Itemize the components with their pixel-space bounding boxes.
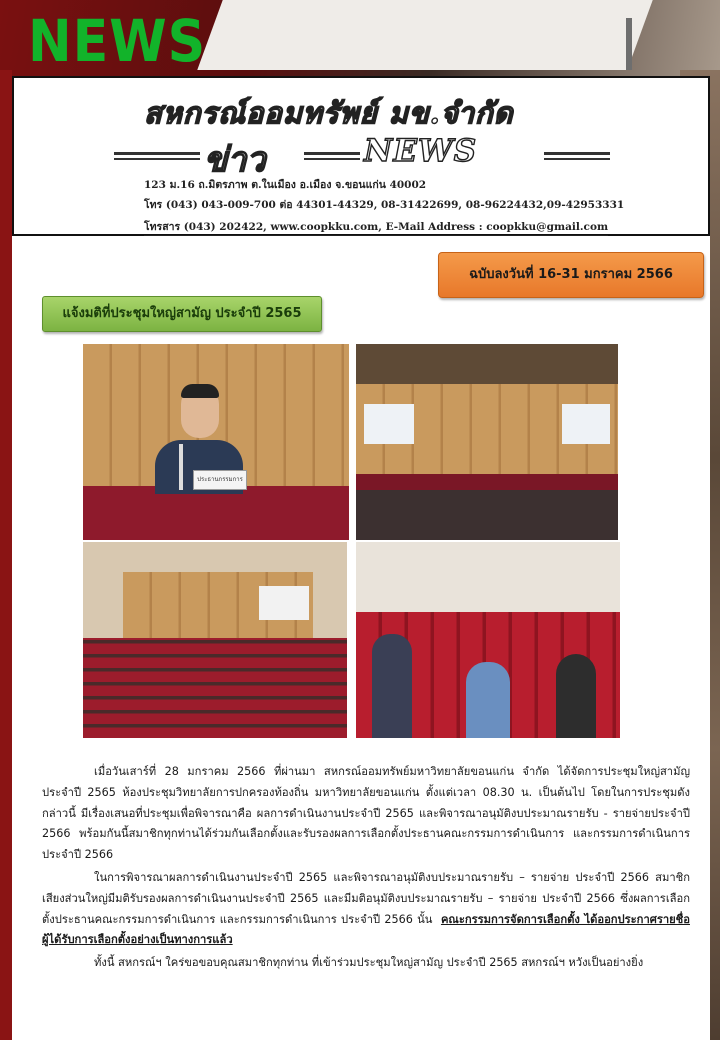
photo-voter-1 (372, 634, 412, 738)
masthead-rule-right-2 (544, 158, 610, 160)
header-white-band (197, 0, 652, 70)
coop-fax-web-email: โทรสาร (043) 202422, www.coopkku.com, E-Mail Address : coopkku@gmail.com (144, 218, 608, 236)
masthead-khao: ข่าว (204, 140, 266, 180)
photo-meeting-hall (356, 344, 618, 540)
photo-microphone (179, 444, 183, 490)
coop-name: สหกรณ์ออมทรัพย์ มข.จำกัด (144, 96, 514, 130)
masthead (12, 76, 710, 236)
issue-date-badge: ฉบับลงวันที่ 16-31 มกราคม 2566 (438, 252, 704, 298)
decorative-bar (626, 18, 632, 70)
photo-speaker-hair (181, 384, 219, 398)
paragraph-2 (42, 868, 690, 951)
photo-speaker-table (83, 486, 349, 540)
paragraph-1: เมื่อวันเสาร์ที่ 28 มกราคม 2566 ที่ผ่านมา สหกรณ์ออมทรัพย์มหาวิทยาลัยขอนแก่น จำกัด ได้จัดการประชุมใหญ่สามัญ ประจำปี 2565 ห้องประชุมวิทยาลัยการปกครองท้องถิ่น มหาวิทยาลัยขอนแก่น ตั้งแต่เวลา 08.30 น. เป็นต้นไป โดยในการประชุมดังกล่าวนี้ มีเรื่องเสนอที่ประชุมเพื่อพิจารณาคือ ผลการดำเนินงานประจำปี 2565 และพิจารณาอนุมัติงบประมาณรายรับ - รายจ่ายประจำปี 2566 พร้อมกันนี้สมาชิกทุกท่านได้ร่วมกันเลือกตั้งและรับรองผลการเลือกตั้งประธานคณะกรรมการดำเนินการ และกรรมการดำเนินการ ประจำปี 2566 (42, 765, 690, 862)
paragraph-2-bold: คณะกรรมการจัดการเลือกตั้ง ได้ออกประกาศรายชื่อผู้ได้รับการเลือกตั้งอย่างเป็นทางการแล้ว (42, 912, 690, 947)
masthead-news: NEWS (364, 133, 478, 169)
photo-auditorium (83, 542, 347, 738)
coop-address: 123 ม.16 ถ.มิตรภาพ ต.ในเมือง อ.เมือง จ.ขอนแก่น 40002 (144, 179, 427, 191)
photo-hall-stage (356, 474, 618, 490)
coop-phone: โทร (043) 043-009-700 ต่อ 44301-44329, 08-31422699, 08-96224432,09-42953331 (144, 199, 625, 211)
photo-nameplate: ประธานกรรมการ (193, 470, 247, 490)
photo-hall-screen-left (364, 404, 414, 444)
photo-auditorium-seats (83, 638, 347, 738)
newsletter-page (12, 76, 710, 1040)
photo-voter-3 (556, 654, 596, 738)
photo-speaker (83, 344, 349, 540)
article-headline: แจ้งมติที่ประชุมใหญ่สามัญ ประจำปี 2565 (42, 296, 322, 332)
masthead-rule-left-2 (114, 158, 200, 160)
news-title: NEWS (28, 7, 207, 75)
left-border-strip (0, 70, 12, 1040)
photo-auditorium-screen (259, 586, 309, 620)
masthead-rule-left (114, 152, 200, 155)
masthead-rule-mid-2 (304, 158, 360, 160)
paragraph-3: ทั้งนี้ สหกรณ์ฯ ใคร่ขอขอบคุณสมาชิกทุกท่าน ที่เข้าร่วมประชุมใหญ่สามัญ ประจำปี 2565 สหกรณ์ฯ หวังเป็นอย่างยิ่ง (94, 956, 644, 970)
photo-hall-floor (356, 490, 618, 540)
paragraph-2-text: ในการพิจารณาผลการดำเนินงานประจำปี 2565 และพิจารณาอนุมัติงบประมาณรายรับ – รายจ่าย ประจำปี 2566 สมาชิกเสียงส่วนใหญ่มีมติรับรองผลการดำเนินงานประจำปี 2565 และมีมติอนุมัติงบประมาณรายรับ – รายจ่าย ประจำปี 2566 ซึ่งผลการเลือกตั้งประธานคณะกรรมการดำเนินการ และกรรมการดำเนินการ ประจำปี 2566 นั้น (42, 870, 690, 926)
photo-voter-2 (466, 662, 510, 738)
masthead-rule-mid (304, 152, 360, 155)
photo-voting (356, 542, 620, 738)
masthead-rule-right (544, 152, 610, 155)
photo-hall-screen-right (562, 404, 610, 444)
article-body (42, 762, 690, 974)
